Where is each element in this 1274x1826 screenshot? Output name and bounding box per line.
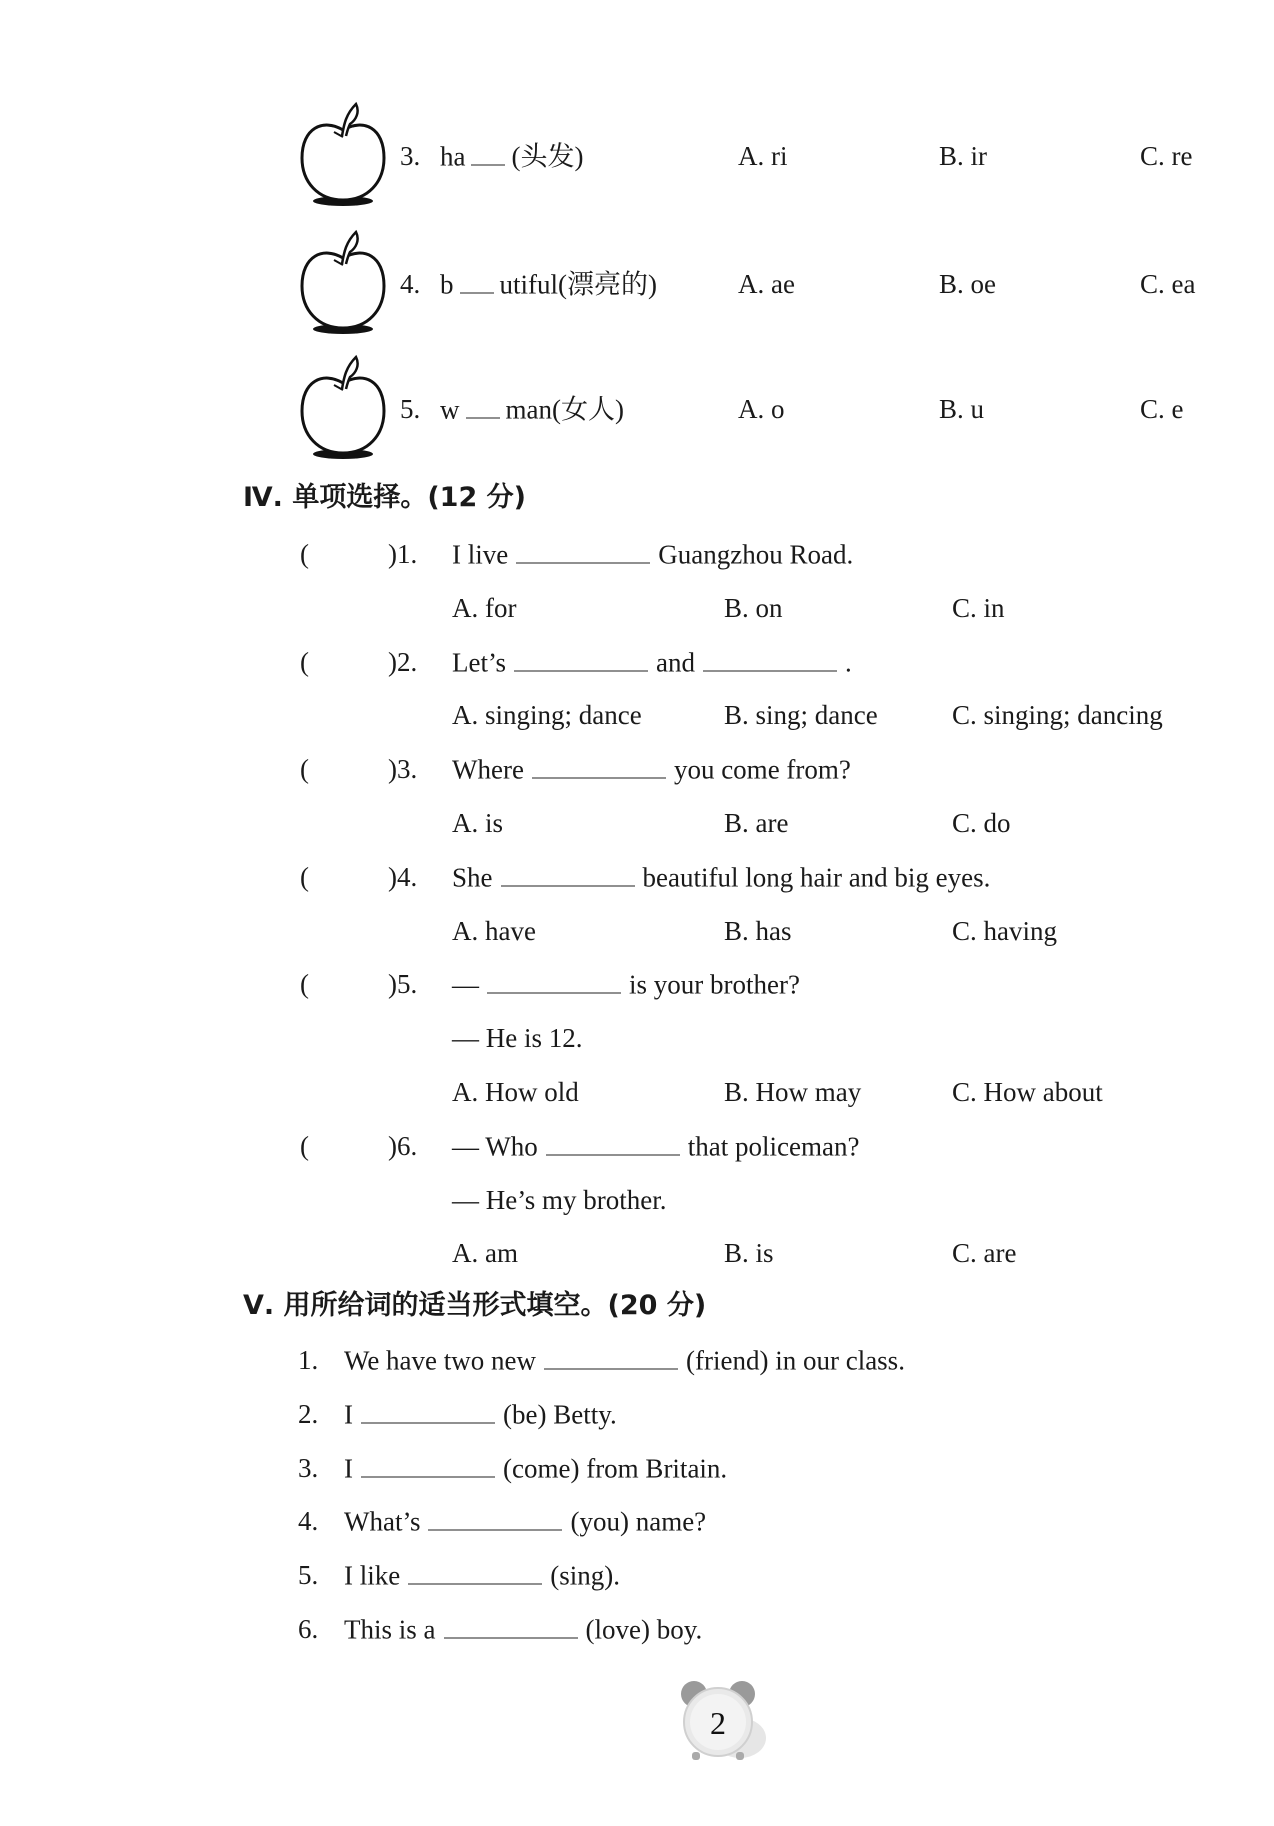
option-a: A. is [452, 808, 504, 838]
option-c: C. singing; dancing [952, 700, 1163, 731]
sentence-part: I [344, 1453, 353, 1484]
sentence-part: Where [452, 754, 524, 785]
sentence-part: (you) name? [570, 1506, 707, 1537]
option-a: A. am [452, 1238, 518, 1269]
question-number: )5. [388, 969, 418, 1000]
sentence [452, 537, 853, 572]
answer-paren-open: ( [300, 861, 309, 892]
item-number: 5. [298, 1560, 319, 1591]
answer-paren-open: ( [300, 646, 309, 677]
sentence-part: is your brother? [629, 969, 800, 1000]
answer-blank[interactable] [408, 1558, 542, 1585]
sentence-part: (friend) in our class. [686, 1345, 905, 1376]
answer-blank[interactable] [501, 859, 635, 886]
answer-blank[interactable] [514, 644, 648, 671]
option-b: B. How may [724, 1077, 862, 1107]
option-a: A. ri [738, 141, 788, 171]
sentence-part: (be) Betty. [503, 1399, 617, 1430]
option-c: C. How about [952, 1077, 1103, 1107]
answer-paren-open: ( [300, 969, 309, 1000]
option-c: C. in [952, 592, 1005, 623]
answer-blank[interactable] [487, 967, 621, 994]
item-number: 3. [298, 1452, 319, 1483]
sentence [344, 1450, 727, 1485]
answer-blank[interactable] [428, 1504, 562, 1531]
sentence-part: that policeman? [687, 1131, 860, 1162]
option-b: B. u [939, 394, 985, 424]
sentence-part: w [440, 394, 460, 425]
sentence [440, 139, 583, 174]
option-b: B. on [724, 592, 783, 623]
sentence [440, 392, 624, 427]
option-c: C. re [1140, 141, 1193, 171]
item-number: 1. [298, 1345, 319, 1375]
item-number: 6. [298, 1614, 319, 1644]
apple-icon [298, 100, 398, 208]
option-b: B. has [724, 915, 792, 946]
sentence-part: (头发) [511, 141, 584, 172]
answer-box[interactable] [318, 969, 388, 999]
answer-blank[interactable] [466, 392, 500, 419]
sentence-part: She [452, 862, 493, 893]
answer-box[interactable] [318, 539, 388, 569]
sentence-part: utiful(漂亮的) [499, 269, 657, 300]
sentence-part: b [440, 269, 454, 300]
answer-blank[interactable] [546, 1128, 680, 1155]
option-a: A. o [738, 394, 785, 424]
answer-blank[interactable] [361, 1450, 495, 1477]
answer-paren-open: ( [300, 754, 309, 785]
sentence [452, 967, 800, 1002]
option-c: C. do [952, 808, 1011, 838]
option-c: C. having [952, 915, 1057, 946]
answer-box[interactable] [318, 862, 388, 892]
section-v-title: Ⅴ. 用所给词的适当形式填空。(20 分) [243, 1290, 707, 1321]
answer-blank[interactable] [532, 752, 666, 779]
question-number: 4. [400, 269, 421, 299]
question-number: )6. [388, 1130, 418, 1161]
sentence-part: — Who [452, 1131, 538, 1162]
sentence-part: ha [440, 141, 466, 172]
question-number: )1. [388, 539, 418, 569]
sentence-part: I like [344, 1560, 401, 1591]
page-number: 2 [710, 1705, 726, 1741]
item-number: 4. [298, 1506, 319, 1537]
sentence-part: beautiful long hair and big eyes. [642, 862, 991, 893]
answer-blank[interactable] [516, 537, 650, 564]
answer-blank[interactable] [361, 1396, 495, 1423]
apple-icon [298, 353, 398, 461]
option-c: C. e [1140, 394, 1184, 424]
sentence-part: man(女人) [505, 394, 624, 425]
sentence [452, 644, 852, 679]
sentence [344, 1504, 706, 1539]
sentence-part: I live [452, 539, 509, 570]
sentence [452, 859, 990, 894]
sentence-part: Guangzhou Road. [658, 539, 854, 570]
option-b: B. oe [939, 269, 996, 299]
answer-box[interactable] [318, 754, 388, 784]
item-number: 2. [298, 1398, 319, 1429]
sentence [452, 1183, 666, 1217]
sentence-part: — He’s my brother. [452, 1184, 667, 1215]
question-number: 5. [400, 394, 421, 424]
option-b: B. ir [939, 141, 988, 171]
option-b: B. is [724, 1238, 774, 1269]
sentence [452, 752, 851, 787]
option-a: A. ae [738, 269, 795, 299]
apple-icon [298, 228, 398, 336]
answer-blank[interactable] [544, 1343, 678, 1370]
sentence-part: Let’s [452, 647, 506, 678]
sentence [344, 1558, 620, 1593]
option-a: A. singing; dance [452, 700, 642, 731]
sentence-part: This is a [344, 1614, 436, 1645]
option-c: C. ea [1140, 269, 1196, 299]
option-a: A. for [452, 592, 517, 623]
question-number: )4. [388, 861, 418, 892]
sentence-part: (come) from Britain. [503, 1453, 728, 1484]
answer-box[interactable] [318, 1131, 388, 1161]
answer-paren-open: ( [300, 1130, 309, 1161]
question-number: 3. [400, 141, 421, 171]
sentence-part: (sing). [550, 1560, 620, 1591]
option-a: A. have [452, 915, 536, 946]
section-iv-title: Ⅳ. 单项选择。(12 分) [243, 482, 526, 513]
sentence-part: What’s [344, 1506, 421, 1537]
option-a: A. How old [452, 1077, 579, 1107]
sentence [344, 1612, 702, 1647]
answer-paren-open: ( [300, 539, 309, 569]
option-b: B. are [724, 808, 789, 838]
question-number: )2. [388, 646, 418, 677]
sentence-part: . [844, 647, 852, 678]
answer-blank[interactable] [471, 139, 505, 166]
answer-blank[interactable] [444, 1612, 578, 1639]
sentence [344, 1396, 617, 1431]
sentence-part: I [344, 1399, 353, 1430]
sentence-part: and [656, 647, 695, 678]
sentence [344, 1343, 905, 1378]
sentence [452, 1021, 583, 1055]
answer-blank[interactable] [703, 644, 837, 671]
sentence-part: (love) boy. [585, 1614, 703, 1645]
question-number: )3. [388, 754, 418, 785]
sentence-part: — [452, 969, 479, 1000]
alarm-clock-page-badge [672, 1676, 772, 1766]
answer-box[interactable] [318, 647, 388, 677]
option-c: C. are [952, 1238, 1017, 1269]
sentence-part: you come from? [673, 754, 851, 785]
option-b: B. sing; dance [724, 700, 878, 731]
sentence-part: We have two new [344, 1345, 537, 1376]
sentence-part: — He is 12. [452, 1023, 583, 1054]
answer-blank[interactable] [460, 267, 494, 294]
sentence [440, 267, 657, 302]
sentence [452, 1128, 859, 1163]
